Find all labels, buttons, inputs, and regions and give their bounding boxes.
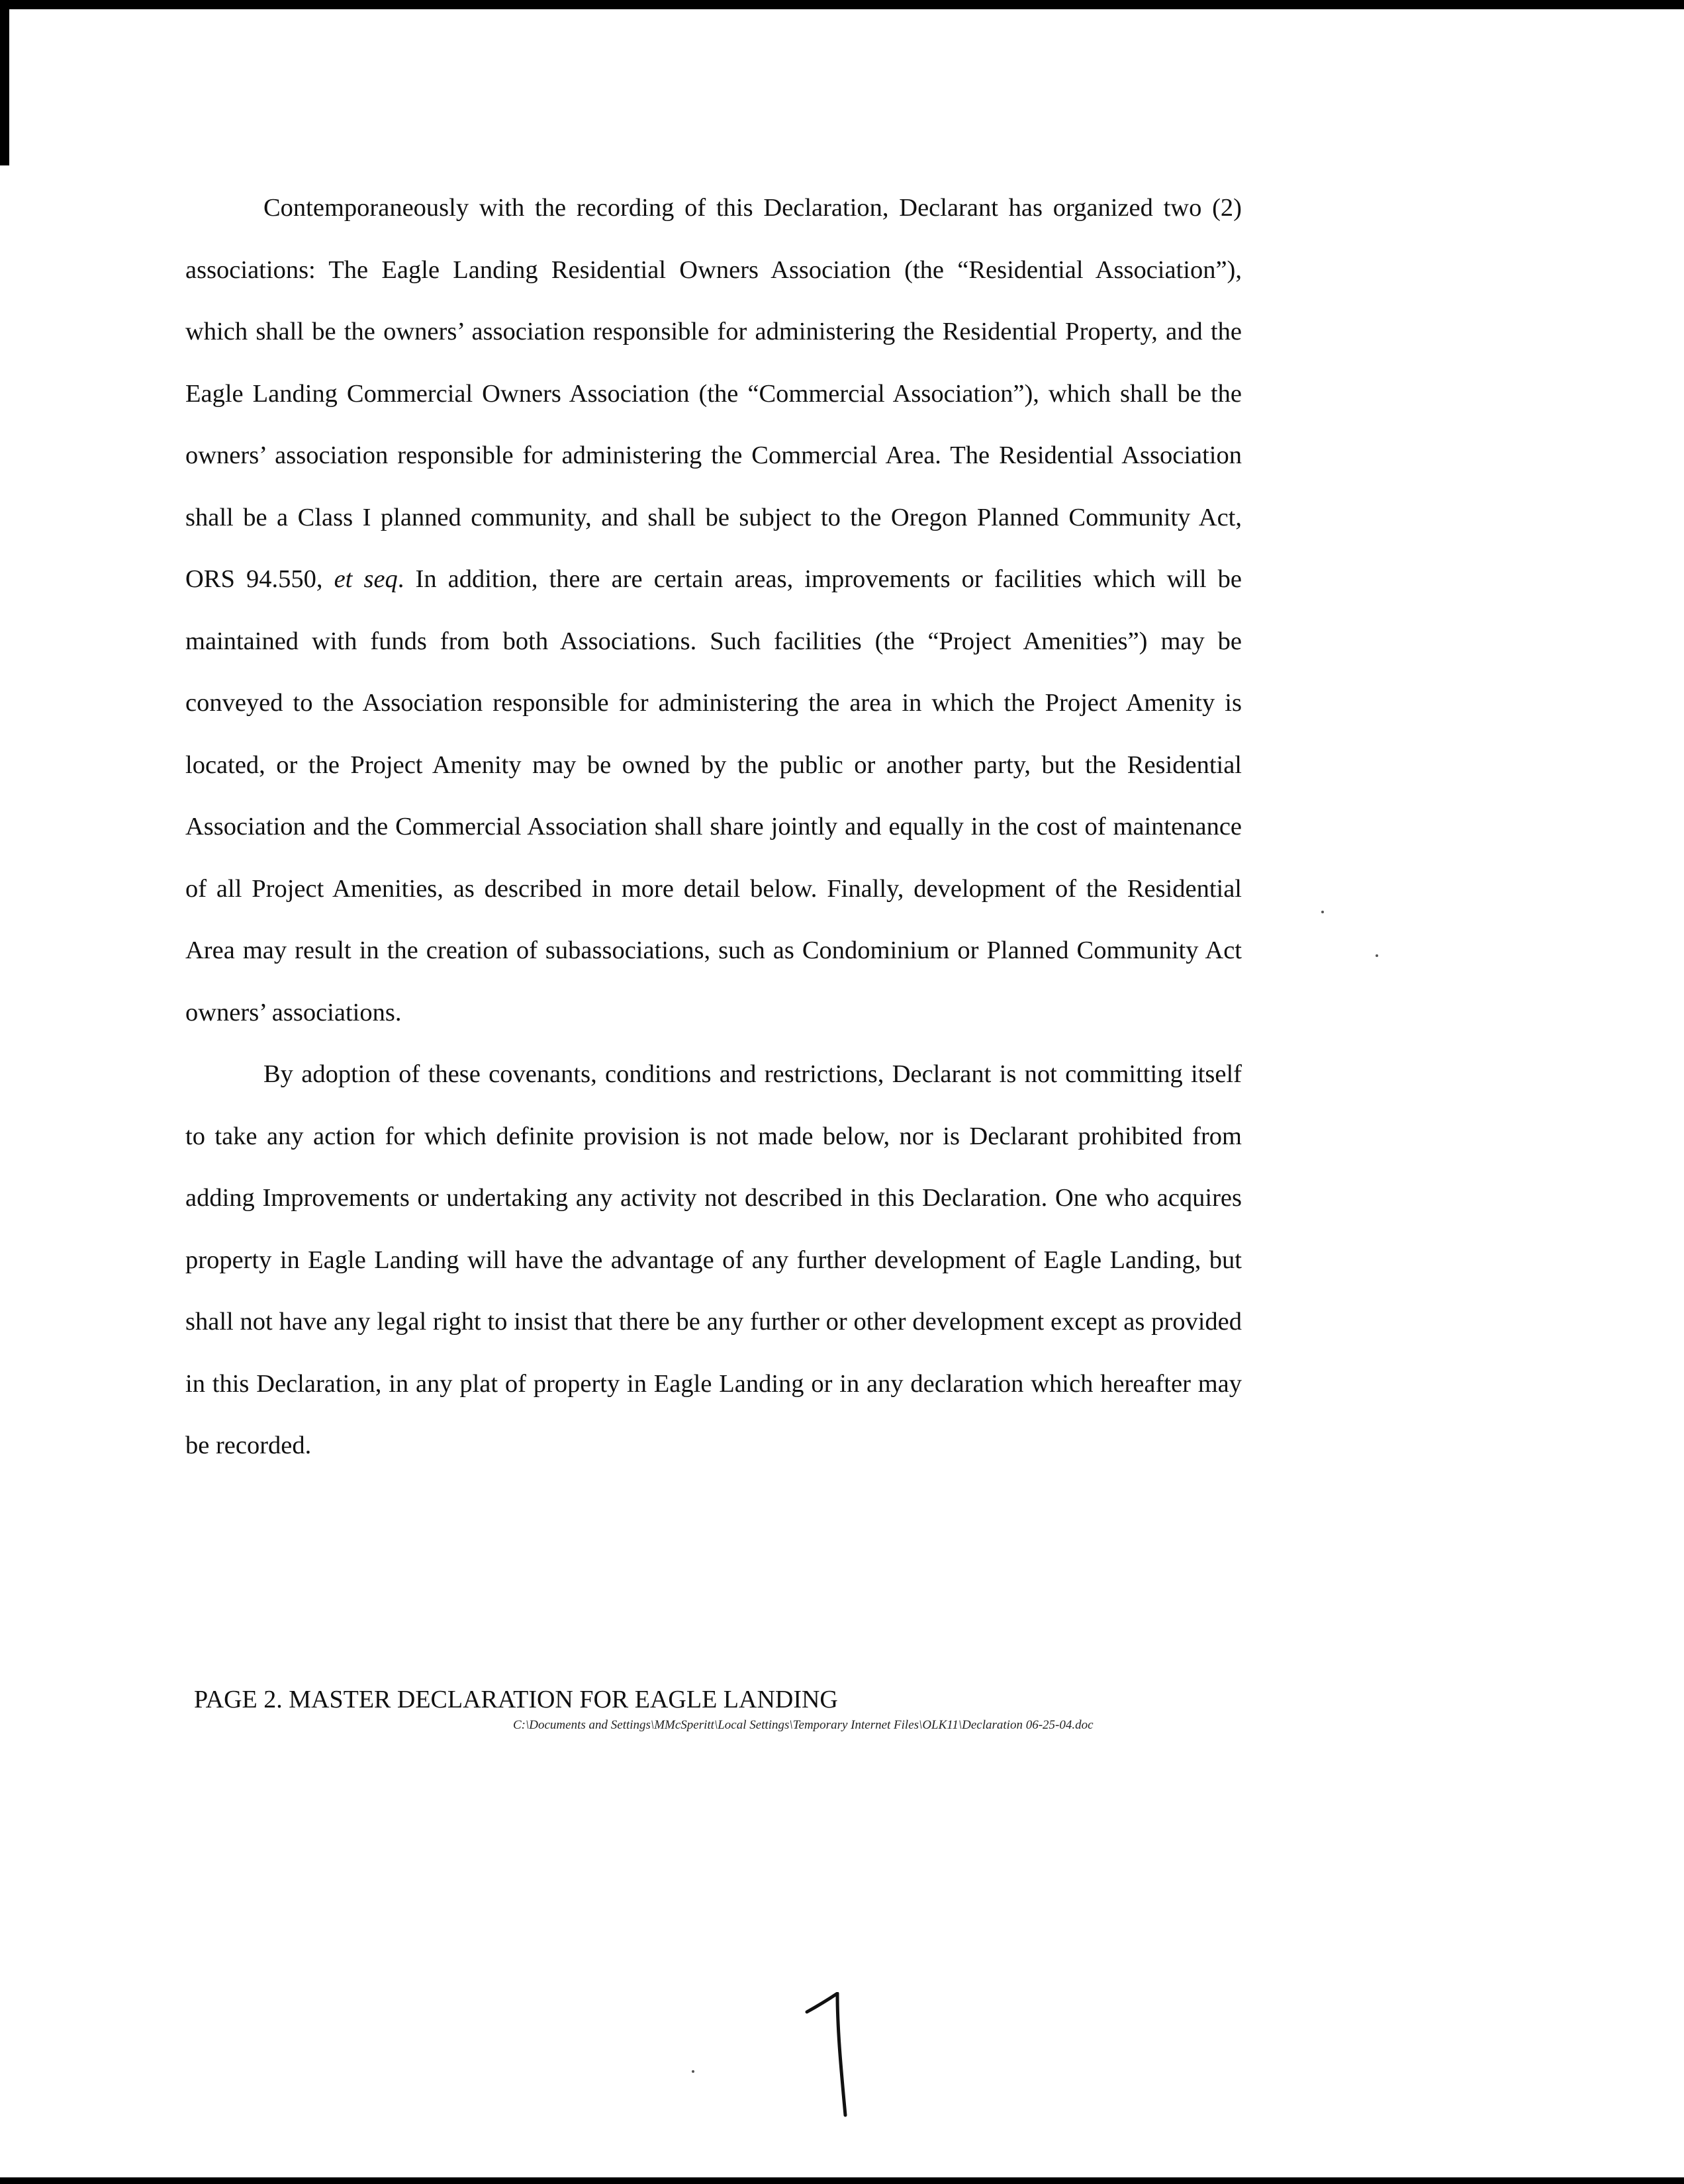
handwritten-page-number [804,1992,857,2118]
scan-edge-top [0,0,1684,9]
paragraph-1-text-a: Contemporaneously with the recording of this Declaration, Declarant has organized two (2) associations: The Eagle Landing Residential Owners Association (the “Residential Association”), which shall be the owners’ association responsible for administering the Residential Property, and the Eagle Landing Commercial Owners Association (the “Commercial Association”), which shall be the owners’ association responsible for administering the Commercial Area. The Residential Association shall be a Class I planned community, and shall be subject to the Oregon Planned Community Act, ORS 94.550, [185,194,1242,593]
paragraph-1-italic-term: et seq [334,565,398,593]
paragraph-1 [185,177,1242,1044]
document-body [185,177,1242,1477]
paragraph-2: By adoption of these covenants, conditions and restrictions, Declarant is not committing itself to take any action for which definite provision is not made below, nor is Declarant prohibited from adding Improvements or undertaking any activity not described in this Declaration. One who acquires property in Eagle Landing will have the advantage of any further development of Eagle Landing, but shall not have any legal right to insist that there be any further or other development except as provided in this Declaration, in any plat of property in Eagle Landing or in any declaration which hereafter may be recorded. [185,1060,1242,1459]
scan-edge-left [0,0,9,165]
scan-edge-bottom [0,2177,1684,2184]
scan-speck [1321,911,1324,913]
paragraph-1-text-b: . In addition, there are certain areas, improvements or facilities which will be maintained with funds from both Associations. Such facilities (the “Project Amenities”) may be conveyed to the Association responsible for administering the area in which the Project Amenity is located, or the Project Amenity may be owned by the public or another party, but the Residential Association and the Commercial Association shall share jointly and equally in the cost of maintenance of all Project Amenities, as described in more detail below. Finally, development of the Residential Area may result in the creation of subassociations, such as Condominium or Planned Community Act owners’ associations. [185,565,1242,1026]
footer-title: PAGE 2. MASTER DECLARATION FOR EAGLE LANDING [194,1686,838,1713]
scan-speck [1376,954,1378,957]
scan-speck [692,2070,694,2073]
footer-file-path: C:\Documents and Settings\MMcSperitt\Local Settings\Temporary Internet Files\OLK11\Declaration 06-25-04.doc [513,1718,1094,1732]
